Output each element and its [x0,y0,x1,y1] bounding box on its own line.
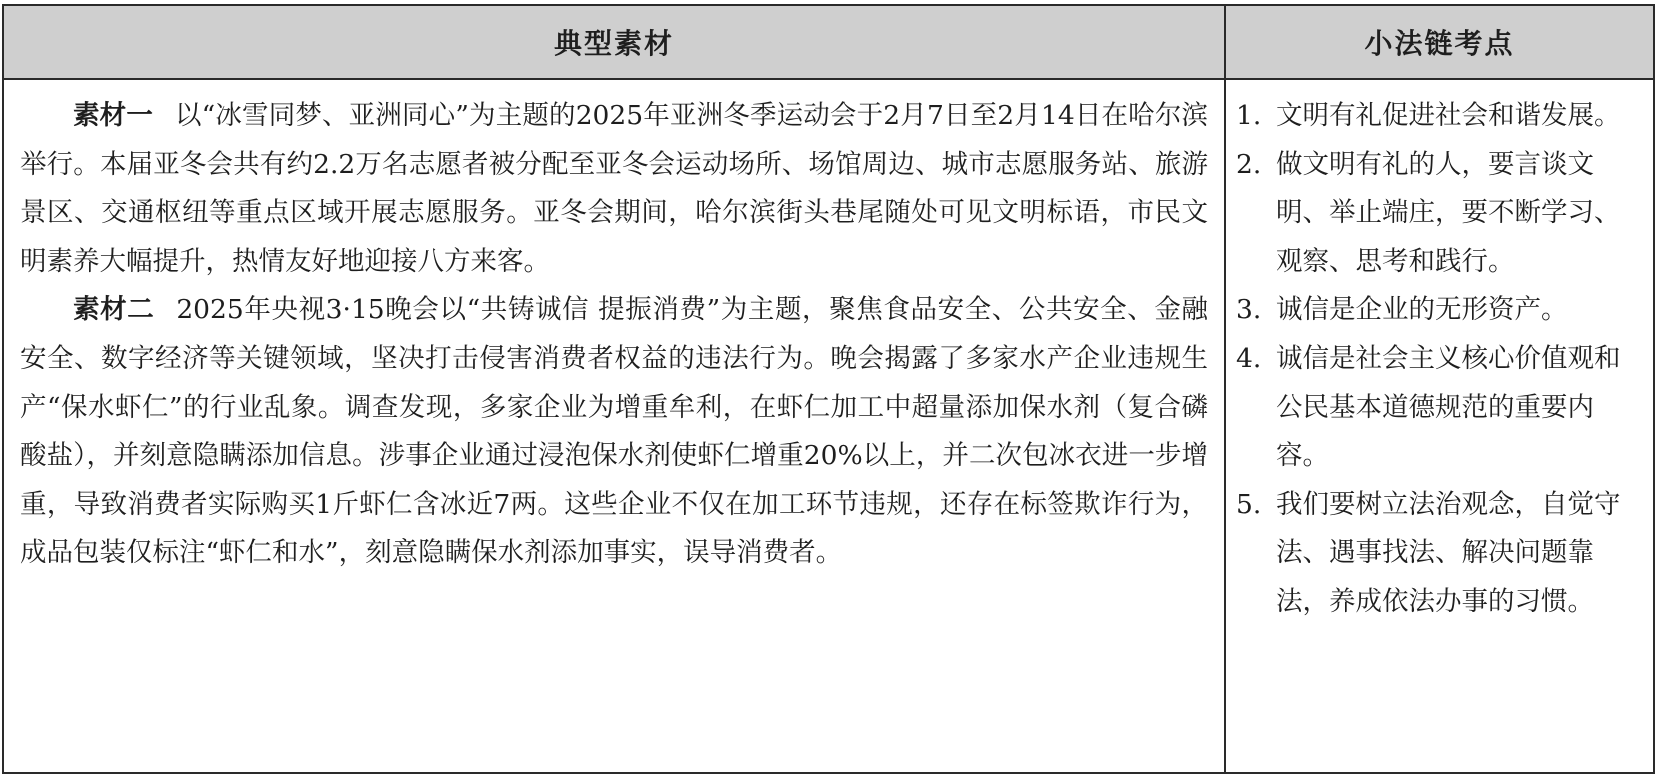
materials-table [2,4,1655,774]
material-paragraph-1 [20,92,1208,286]
point-number: 4. [1236,342,1262,374]
content-row [3,79,1654,773]
point-item [1236,141,1645,287]
points-cell [1225,79,1654,773]
material-tag-2: 素材二 [73,294,155,326]
point-text: 文明有礼促进社会和谐发展。 [1276,100,1621,131]
point-number: 2. [1236,148,1262,180]
point-text: 我们要树立法治观念，自觉守法、遇事找法、解决问题靠法，养成依法办事的习惯。 [1276,488,1621,617]
point-item [1236,481,1645,627]
point-item [1236,286,1645,335]
point-item [1236,335,1645,481]
material-text-1: 以“冰雪同梦、亚洲同心”为主题的2025年亚洲冬季运动会于2月7日至2月14日在哈尔滨举行。本届亚冬会共有约2.2万名志愿者被分配至亚冬会运动场所、场馆周边、城市志愿服务站、旅游景区、交通枢纽等重点区域开展志愿服务。亚冬会期间，哈尔滨街头巷尾随处可见文明标语，市民文明素养大幅提升，热情友好地迎接八方来客。 [20,100,1209,277]
point-text: 诚信是企业的无形资产。 [1276,294,1568,326]
header-row [3,5,1654,79]
point-number: 1. [1236,100,1262,131]
material-text-2: 2025年央视3·15晚会以“共铸诚信 提振消费”为主题，聚焦食品安全、公共安全、金融安全、数字经济等关键领域，坚决打击侵害消费者权益的违法行为。晚会揭露了多家水产企业违规生产“保水虾仁”的行业乱象。调查发现，多家企业为增重牟利，在虾仁加工中超量添加保水剂（复合磷酸盐），并刻意隐瞒添加信息。涉事企业通过浸泡保水剂使虾仁增重20%以上，并二次包冰衣进一步增重，导致消费者实际购买1斤虾仁含冰近7两。这些企业不仅在加工环节违规，还存在标签欺诈行为，成品包装仅标注“虾仁和水”，刻意隐瞒保水剂添加事实，误导消费者。 [20,294,1208,569]
point-number: 3. [1236,294,1262,326]
point-number: 5. [1236,488,1262,520]
material-paragraph-2 [20,286,1208,578]
header-points: 小法链考点 [1225,5,1654,79]
point-item [1236,92,1645,141]
points-list [1236,92,1645,627]
header-materials: 典型素材 [3,5,1225,79]
material-tag-1: 素材一 [73,100,153,131]
point-text: 诚信是社会主义核心价值观和公民基本道德规范的重要内容。 [1276,342,1621,472]
materials-cell [3,79,1225,773]
point-text: 做文明有礼的人，要言谈文明、举止端庄，要不断学习、观察、思考和践行。 [1276,148,1621,277]
